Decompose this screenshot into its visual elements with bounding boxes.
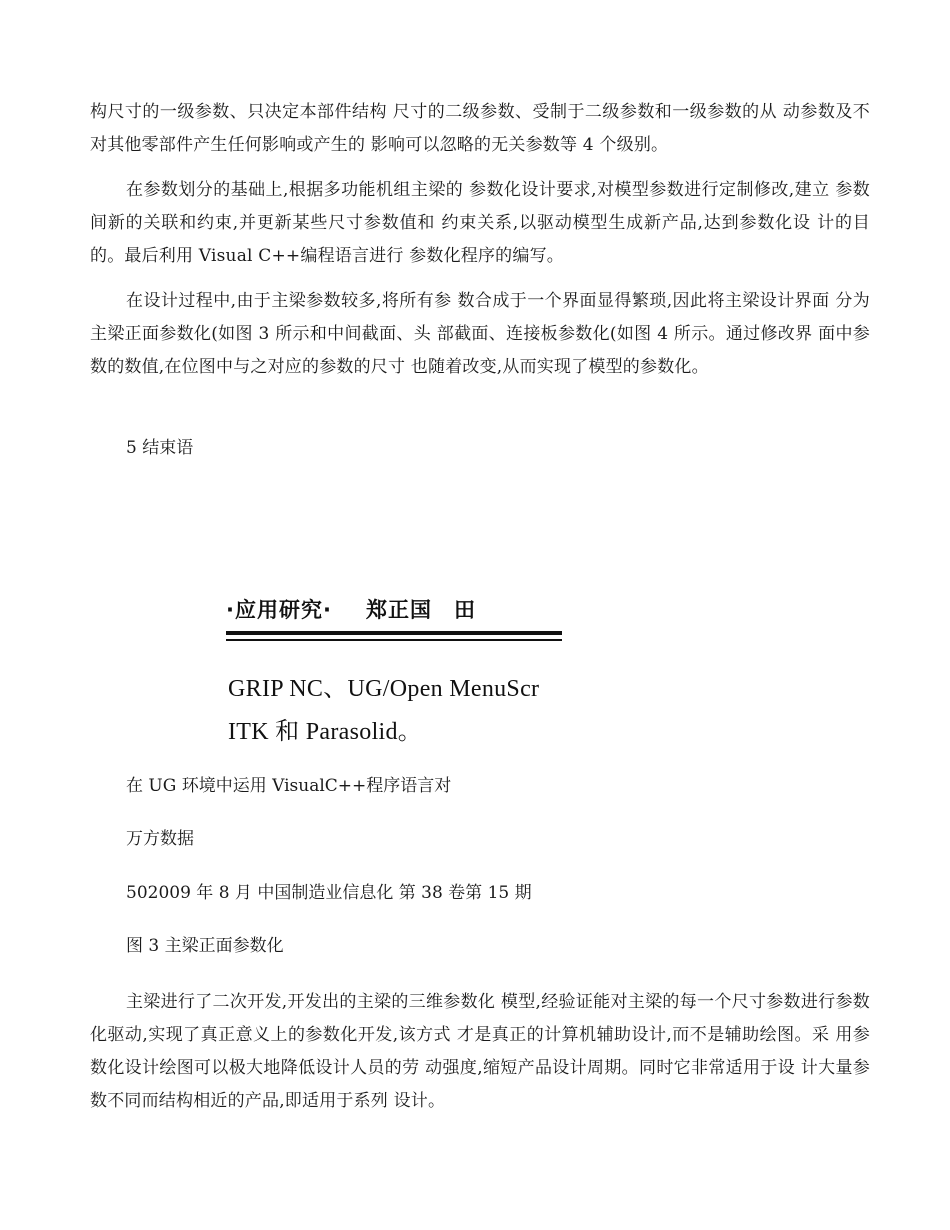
section-heading-conclusion: 5 结束语 [126,438,194,458]
scan-header-cut-char: 田 [453,598,476,622]
closing-section [90,986,870,1130]
paragraph-parameter-levels: 构尺寸的一级参数、只决定本部件结构 尺寸的二级参数、受制于二级参数和一级参数的从 动参数及不对其他零部件产生任何影响或产生的 影响可以忽略的无关参数等 4 个级别。 [90,102,870,155]
scanned-figure-excerpt [226,580,562,750]
figure-caption: 图 3 主梁正面参数化 [126,936,284,956]
text-line-ug-environment: 在 UG 环境中运用 VisualC++程序语言对 [126,776,452,796]
text-line-source-watermark: 万方数据 [126,829,194,849]
scan-column-label: ·应用研究· [226,598,332,622]
scan-authors: 郑正国 [365,598,432,622]
paragraph-secondary-development: 主梁进行了二次开发,开发出的主梁的三维参数化 模型,经验证能对主梁的每一个尺寸参数进行参数 化驱动,实现了真正意义上的参数化开发,该方式 才是真正的计算机辅助设计,而不是辅助绘图。采 用参数化设计绘图可以极大地降低设计人员的劳 动强度,缩短产品设计周期。同时它非常适用于设 计大量参数不同而结构相近的产品,即适用于系列 设计。 [90,992,870,1111]
scan-text-line-2: ITK 和 Parasolid。 [228,719,423,745]
scan-rule-thick [226,631,562,635]
scan-journal-header [226,594,476,624]
scan-text-line-1: GRIP NC、UG/Open MenuScr [228,676,540,702]
document-body [90,96,870,396]
scan-rule-thin [226,639,562,641]
paragraph-parameter-customization: 在参数划分的基础上,根据多功能机组主梁的 参数化设计要求,对模型参数进行定制修改,建立 参数间新的关联和约束,并更新某些尺寸参数值和 约束关系,以驱动模型生成新产品,达到参数化设 计的目的。最后利用 Visual C++编程语言进行 参数化程序的编写。 [90,180,870,266]
paragraph-interface-design: 在设计过程中,由于主梁参数较多,将所有参 数合成于一个界面显得繁琐,因此将主梁设计界面 分为主梁正面参数化(如图 3 所示和中间截面、头 部截面、连接板参数化(如图 4 所示。通过修改界 面中参数的数值,在位图中与之对应的参数的尺寸 也随着改变,从而实现了模型的参数化。 [90,291,870,377]
text-line-journal-footer: 502009 年 8 月 中国制造业信息化 第 38 卷第 15 期 [126,883,532,903]
